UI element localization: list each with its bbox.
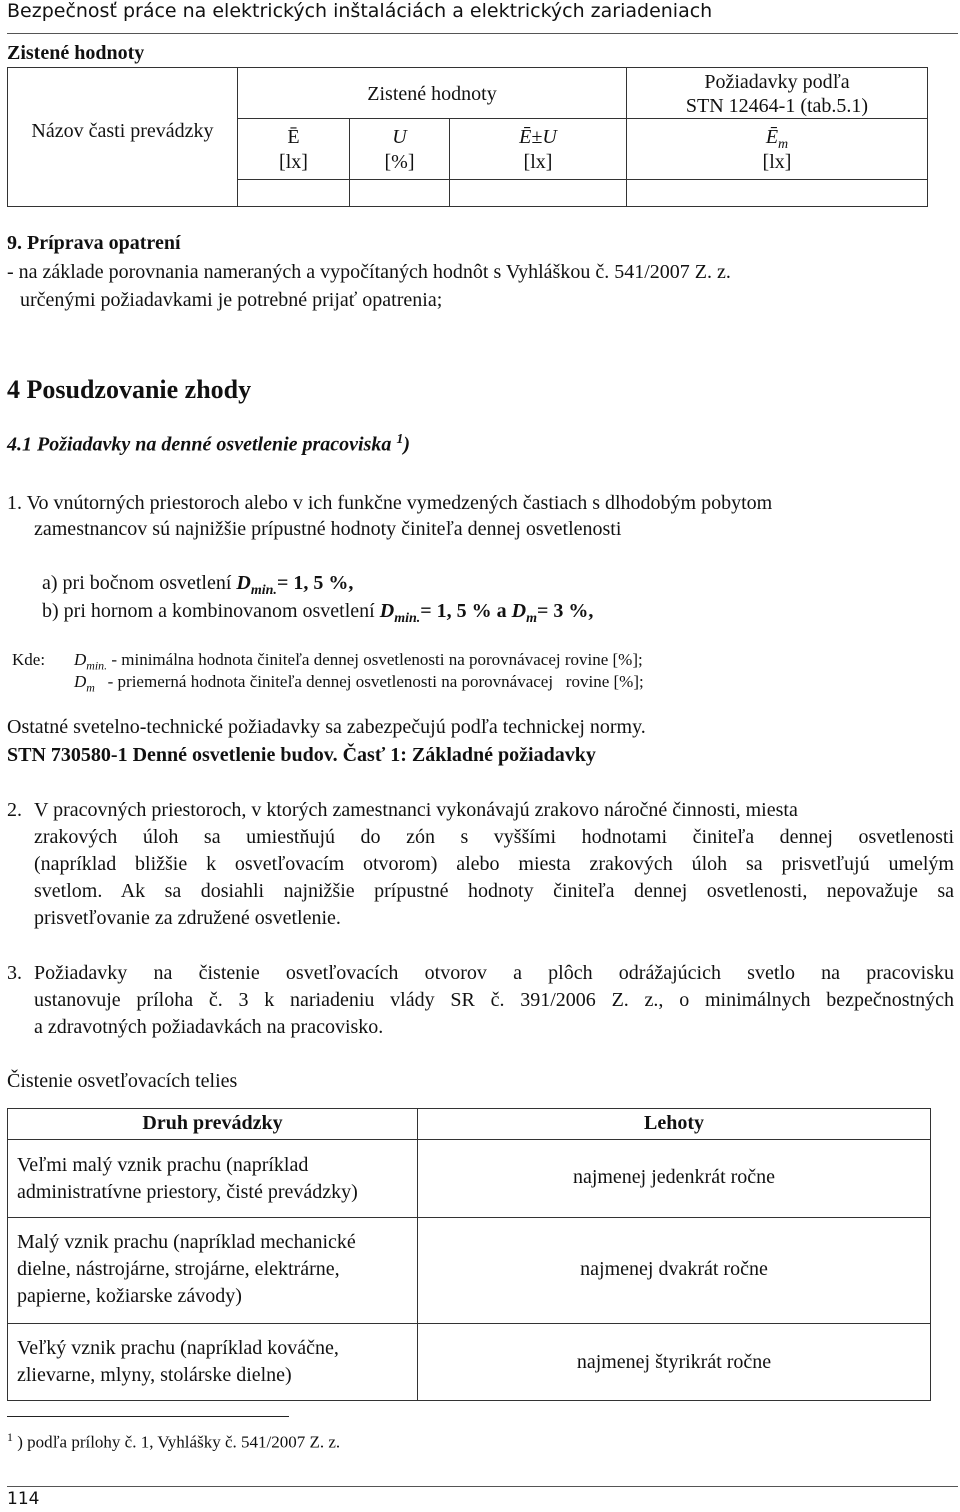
cell-empty-3 xyxy=(449,179,627,207)
p2-line4: svetlom. Ak sa dosiahli najnižšie prípustné hodnoty činiteľa dennej osvetlenosti, nepovažuje sa xyxy=(34,880,954,902)
p1-item-a xyxy=(42,572,353,599)
col-u-symbol: U xyxy=(392,126,407,148)
kde-r2-sym: D xyxy=(74,672,87,691)
p1-b-mid: = 1, 5 % a xyxy=(420,600,512,622)
page-number: 114 xyxy=(7,1489,40,1509)
cell-empty-1 xyxy=(237,179,350,207)
col-e-pm-u-unit: [lx] xyxy=(523,151,553,173)
row1-type-line2: administratívne priestory, čisté prevádzky) xyxy=(17,1181,358,1203)
cell-empty-4 xyxy=(626,179,928,207)
section41-text: 4.1 Požiadavky na denné osvetlenie pracoviska xyxy=(7,433,392,456)
p1-b-sub2: m xyxy=(526,611,538,626)
required-group-label-1: Požiadavky podľa xyxy=(704,71,850,93)
p1-b-pre: b) pri hornom a kombinovanom osvetlení xyxy=(42,600,380,622)
p2-line3: (napríklad bližšie k osvetľovacím otvorom) alebo miesta zrakových úloh sa prisvetľujú umelým xyxy=(34,853,954,875)
footnote-marker: 1 xyxy=(7,1430,13,1444)
p1-b-sym: D xyxy=(379,600,395,622)
p2-line5: prisvetľovanie za združené osvetlenie. xyxy=(34,907,341,929)
row2-type-line1: Malý vznik prachu (napríklad mechanické xyxy=(17,1231,356,1253)
kde-row2 xyxy=(74,672,644,695)
p3-line1: Požiadavky na čistenie osvetľovacích otvorov a plôch odrážajúcich svetlo na pracovisku xyxy=(34,962,954,984)
p1-b-sym2: D xyxy=(511,600,527,622)
row2-type-line3: papierne, kožiarske závody) xyxy=(17,1285,242,1307)
kde-r2-text: - priemerná hodnota činiteľa dennej osvetlenosti na porovnávacej rovine [%]; xyxy=(94,672,644,691)
cleaning-header-period: Lehoty xyxy=(644,1112,704,1134)
section9-line1: - na základe porovnania nameraných a vypočítaných hodnôt s Vyhláškou č. 541/2007 Z. z. xyxy=(7,261,731,283)
col-e-unit: [lx] xyxy=(279,151,308,173)
running-header: Bezpečnosť práce na elektrických inštaláciách a elektrických zariadeniach xyxy=(7,0,713,22)
row2-type-line2: dielne, nástrojárne, strojárne, elektrárne, xyxy=(17,1258,340,1280)
col-em-unit: [lx] xyxy=(762,151,792,173)
footnote-divider xyxy=(7,1416,289,1417)
section9-line2: určenými požiadavkami je potrebné prijať opatrenia; xyxy=(20,289,443,311)
kde-r1-sub: min. xyxy=(86,658,108,673)
p1-a-pre: a) pri bočnom osvetlení xyxy=(42,572,237,594)
footnote xyxy=(7,1430,340,1453)
p1-line2: zamestnancov sú najnižšie prípustné hodnoty činiteľa dennej osvetlenosti xyxy=(34,518,622,540)
section41-close: ) xyxy=(403,433,411,456)
cleaning-row2-period: najmenej dvakrát ročne xyxy=(580,1258,768,1280)
p3-line2: ustanovuje príloha č. 3 k nariadeniu vlády SR č. 391/2006 Z. z., o minimálnych bezpečnostných xyxy=(34,989,954,1011)
col-e-pm-u-symbol: Ē±U xyxy=(519,126,557,148)
kde-r1-text: - minimálna hodnota činiteľa dennej osvetlenosti na porovnávacej rovine [%]; xyxy=(107,650,643,669)
footer-divider xyxy=(7,1486,958,1487)
cleaning-row1-type xyxy=(17,1152,358,1206)
header-divider xyxy=(7,33,958,34)
p1-line1: 1. Vo vnútorných priestoroch alebo v ich funkčne vymedzených častiach s dlhodobým pobytom xyxy=(7,492,773,514)
row3-type-line1: Veľký vznik prachu (napríklad kováčne, xyxy=(17,1337,339,1359)
p1-a-post: = 1, 5 %, xyxy=(276,572,354,594)
p1-b-sub: min. xyxy=(394,611,421,626)
col-e-symbol: Ē xyxy=(287,126,300,148)
cleaning-row3-type xyxy=(17,1335,339,1389)
p2-number: 2. xyxy=(7,799,22,821)
cleaning-header-type: Druh prevádzky xyxy=(142,1112,283,1134)
section41-sup: 1 xyxy=(396,432,404,447)
p1-a-sub: min. xyxy=(250,583,277,598)
kde-row1 xyxy=(74,650,643,673)
col-em-symbol-sub: m xyxy=(778,137,789,152)
section41-heading xyxy=(7,432,410,457)
section4-heading: 4 Posudzovanie zhody xyxy=(7,375,252,404)
p3-line3: a zdravotných požiadavkách na pracovisko. xyxy=(34,1016,384,1038)
p3-number: 3. xyxy=(7,962,22,984)
p1-item-b xyxy=(42,600,593,627)
kde-label: Kde: xyxy=(12,650,46,669)
row3-type-line2: zlievarne, mlyny, stolárske dielne) xyxy=(17,1364,292,1386)
measured-group-label: Zistené hodnoty xyxy=(367,83,497,105)
cell-empty-2 xyxy=(349,179,450,207)
p2-line2: zrakových úloh sa umiestňujú do zón s vyššími hodnotami činiteľa dennej osvetlenosti xyxy=(34,826,954,848)
cleaning-row1-period: najmenej jedenkrát ročne xyxy=(572,1166,776,1188)
p1-a-sym: D xyxy=(236,572,251,594)
cleaning-row2-type xyxy=(17,1229,356,1310)
other-requirements: Ostatné svetelno-technické požiadavky sa zabezpečujú podľa technickej normy. xyxy=(7,716,646,738)
footnote-text: ) podľa prílohy č. 1, Vyhlášky č. 541/2007 Z. z. xyxy=(12,1432,341,1452)
col-name-label: Názov časti prevádzky xyxy=(31,120,214,142)
p2-line1: V pracovných priestoroch, v ktorých zamestnanci vykonávajú zrakovo náročné činnosti, miesta xyxy=(34,799,798,821)
section9-heading: 9. Príprava opatrení xyxy=(7,232,181,254)
standard-reference: STN 730580-1 Denné osvetlenie budov. Časť 1: Základné požiadavky xyxy=(7,744,596,766)
kde-r2-sub: m xyxy=(86,680,95,695)
col-u-unit: [%] xyxy=(384,151,415,173)
cleaning-row3-period: najmenej štyrikrát ročne xyxy=(576,1351,772,1373)
required-group-label-2: STN 12464-1 (tab.5.1) xyxy=(685,95,869,117)
p1-b-post: = 3 %, xyxy=(537,600,594,622)
kde-r1-sym: D xyxy=(74,650,87,669)
table1-title: Zistené hodnoty xyxy=(7,42,145,64)
col-em-symbol-main: Ē xyxy=(765,126,779,148)
row1-type-line1: Veľmi malý vznik prachu (napríklad xyxy=(17,1154,309,1176)
cleaning-table-title: Čistenie osvetľovacích telies xyxy=(7,1070,238,1092)
